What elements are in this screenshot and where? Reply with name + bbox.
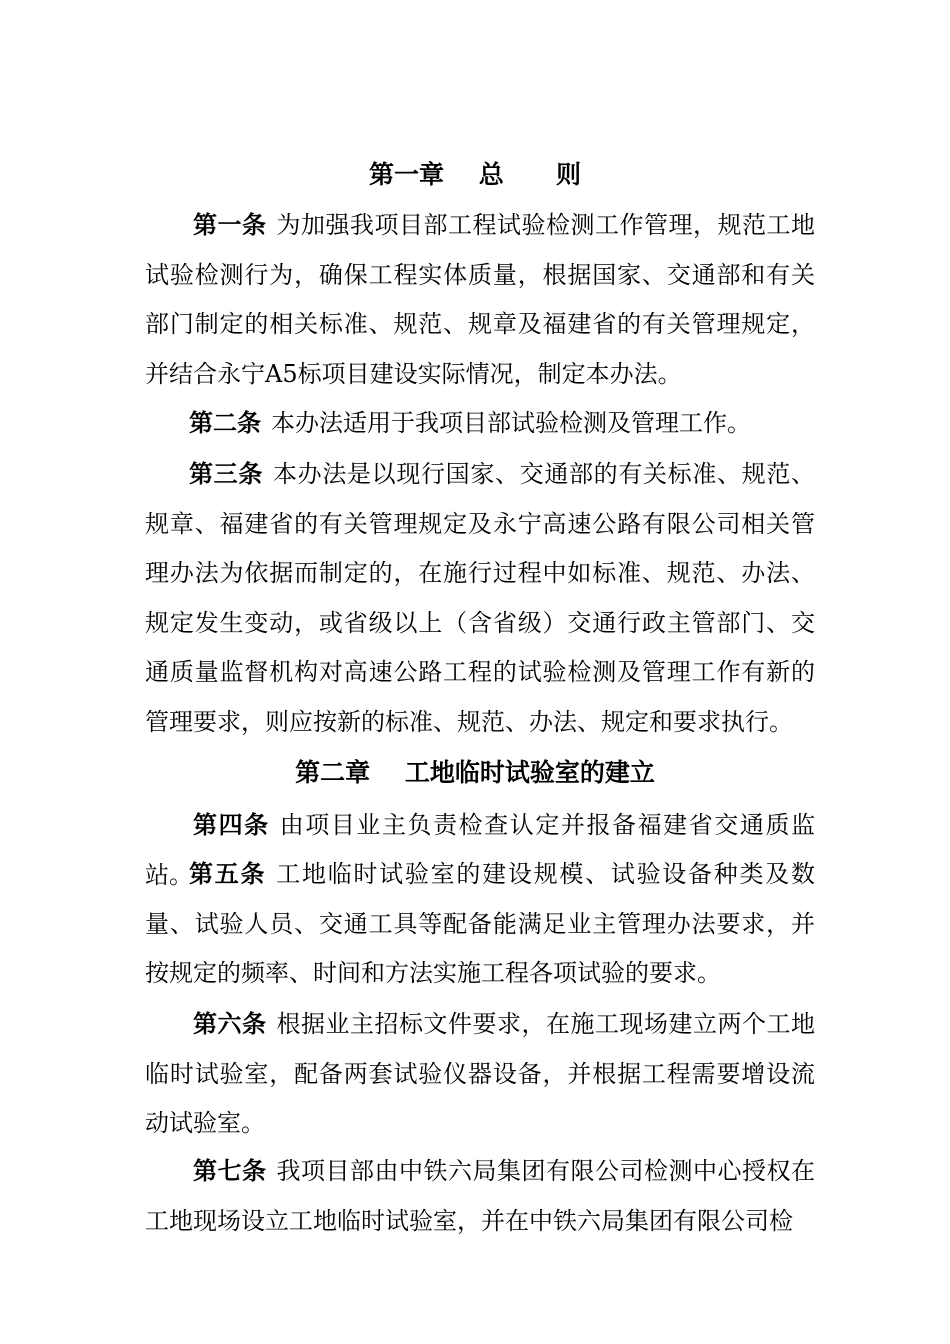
article-3-heading: 第三条 <box>189 459 263 488</box>
article-4-heading: 第四条 <box>193 810 270 839</box>
article-7-heading: 第七条 <box>193 1156 267 1185</box>
article-5-text: 工地临时试验室的建设规模、试验设备种类及数量、试验人员、交通工具等配备能满足业主管理办法要求，并按规定的频率、时间和方法实施工程各项试验的要求。 <box>145 860 815 987</box>
article-2-heading: 第二条 <box>189 408 261 437</box>
article-6 <box>145 999 815 1149</box>
article-3 <box>145 449 815 747</box>
article-2 <box>145 398 815 449</box>
article-7 <box>145 1146 815 1246</box>
article-1-heading: 第一条 <box>193 210 267 239</box>
chapter-1-title: 第一章 总 则 <box>368 160 582 189</box>
article-4-text: 由项目业主负责检查认定并报备福建省交通质监站。 <box>145 811 816 889</box>
article-6-text: 根据业主招标文件要求，在施工现场建立两个工地临时试验室，配备两套试验仪器设备，并根据工程需要增设流动试验室。 <box>145 1010 815 1137</box>
article-2-text: 本办法适用于我项目部试验检测及管理工作。 <box>271 409 751 437</box>
article-5 <box>145 849 815 999</box>
article-5-heading: 第五条 <box>189 859 267 888</box>
chapter-2-title: 第二章 工地临时试验室的建立 <box>295 758 655 787</box>
article-1-text: 为加强我项目部工程试验检测工作管理，规范工地试验检测行为，确保工程实体质量，根据国家、交通部和有关部门制定的相关标准、规范、规章及福建省的有关管理规定，并结合永宁A5标项目建设实际情况，制定本办法。 <box>145 211 815 388</box>
article-3-text: 本办法是以现行国家、交通部的有关标准、规范、规章、福建省的有关管理规定及永宁高速公路有限公司相关管理办法为依据而制定的，在施行过程中如标准、规范、办法、规定发生变动，或省级以上（含省级）交通行政主管部门、交通质量监督机构对高速公路工程的试验检测及管理工作有新的管理要求，则应按新的标准、规范、办法、规定和要求执行。 <box>145 460 815 736</box>
article-6-heading: 第六条 <box>193 1009 267 1038</box>
article-1 <box>145 200 815 399</box>
article-7-text: 我项目部由中铁六局集团有限公司检测中心授权在工地现场设立工地临时试验室，并在中铁六局集团有限公司检 <box>145 1157 815 1235</box>
